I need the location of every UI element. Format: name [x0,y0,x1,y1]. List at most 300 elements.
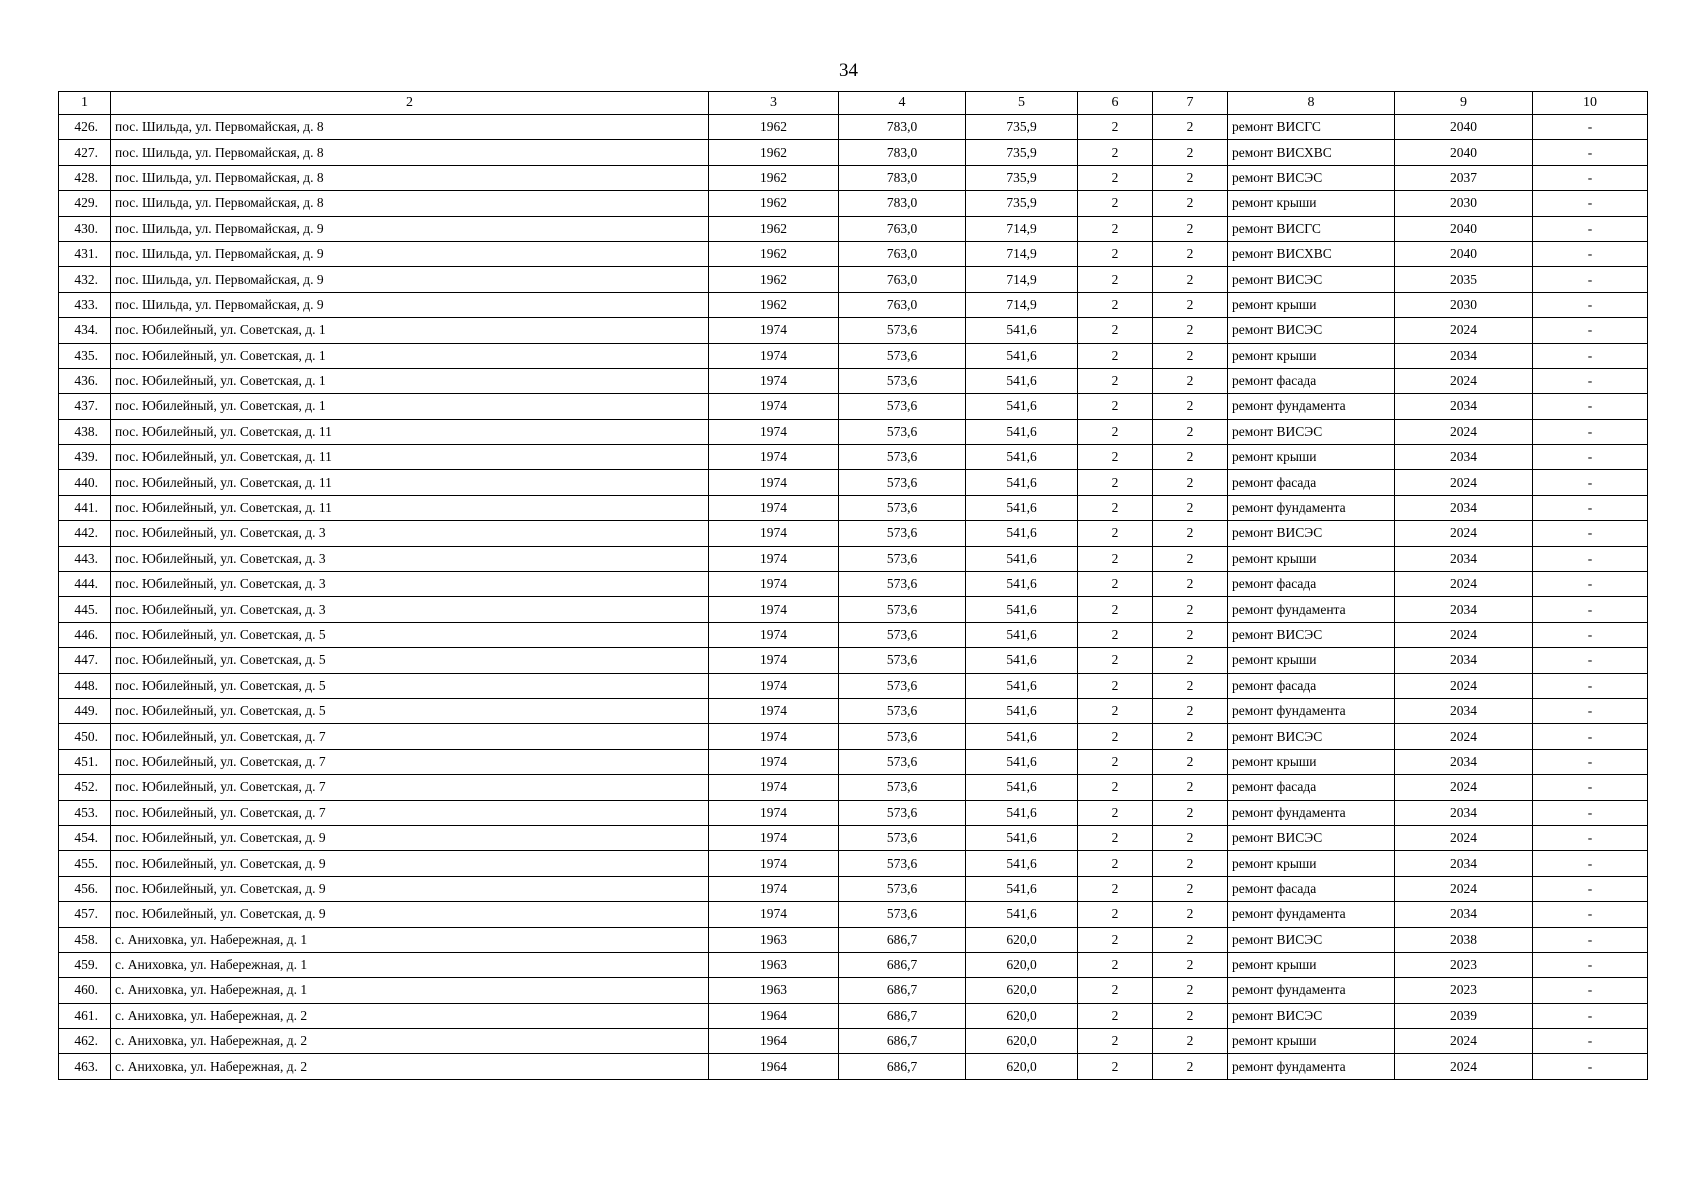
table-cell-col-3: 1962 [709,216,839,241]
table-cell-col-3: 1963 [709,978,839,1003]
table-row [59,648,1648,673]
table-cell-col-7: 2 [1153,1003,1228,1028]
table-cell-col-6: 2 [1078,622,1153,647]
table-cell-col-8: ремонт ВИСЭС [1228,927,1395,952]
table-row [59,1054,1648,1079]
table-row [59,216,1648,241]
table-cell-col-1: 441. [59,495,111,520]
table-cell-col-4: 573,6 [839,648,966,673]
table-cell-col-6: 2 [1078,140,1153,165]
table-cell-col-1: 461. [59,1003,111,1028]
table-cell-col-4: 573,6 [839,470,966,495]
table-cell-col-1: 462. [59,1029,111,1054]
table-cell-col-2: пос. Шильда, ул. Первомайская, д. 9 [111,241,709,266]
table-cell-col-9: 2023 [1395,978,1533,1003]
table-cell-col-2: пос. Шильда, ул. Первомайская, д. 9 [111,267,709,292]
table-cell-col-5: 541,6 [966,419,1078,444]
table-cell-col-9: 2037 [1395,165,1533,190]
table-cell-col-9: 2024 [1395,1029,1533,1054]
table-cell-col-2: с. Аниховка, ул. Набережная, д. 1 [111,978,709,1003]
table-cell-col-8: ремонт ВИСГС [1228,216,1395,241]
table-cell-col-4: 783,0 [839,115,966,140]
table-cell-col-7: 2 [1153,115,1228,140]
table-row [59,775,1648,800]
table-cell-col-4: 686,7 [839,927,966,952]
table-cell-col-10: - [1533,343,1648,368]
table-cell-col-5: 541,6 [966,775,1078,800]
table-cell-col-9: 2024 [1395,368,1533,393]
table-cell-col-4: 573,6 [839,572,966,597]
column-number-row [59,92,1648,115]
table-cell-col-2: пос. Юбилейный, ул. Советская, д. 3 [111,546,709,571]
table-cell-col-9: 2034 [1395,902,1533,927]
table-cell-col-7: 2 [1153,902,1228,927]
table-cell-col-1: 442. [59,521,111,546]
table-cell-col-5: 541,6 [966,749,1078,774]
table-cell-col-2: пос. Шильда, ул. Первомайская, д. 8 [111,115,709,140]
table-cell-col-4: 573,6 [839,749,966,774]
table-cell-col-2: пос. Шильда, ул. Первомайская, д. 8 [111,165,709,190]
table-cell-col-2: с. Аниховка, ул. Набережная, д. 2 [111,1003,709,1028]
table-cell-col-7: 2 [1153,775,1228,800]
table-row [59,902,1648,927]
table-cell-col-2: пос. Юбилейный, ул. Советская, д. 9 [111,902,709,927]
table-row [59,368,1648,393]
table-cell-col-7: 2 [1153,1029,1228,1054]
table-cell-col-10: - [1533,698,1648,723]
table-cell-col-2: пос. Юбилейный, ул. Советская, д. 5 [111,622,709,647]
table-cell-col-4: 573,6 [839,495,966,520]
table-row [59,876,1648,901]
table-cell-col-7: 2 [1153,292,1228,317]
table-cell-col-3: 1974 [709,343,839,368]
table-cell-col-6: 2 [1078,318,1153,343]
table-row [59,978,1648,1003]
table-cell-col-1: 432. [59,267,111,292]
table-cell-col-2: пос. Юбилейный, ул. Советская, д. 5 [111,673,709,698]
table-cell-col-3: 1974 [709,902,839,927]
table-cell-col-9: 2035 [1395,267,1533,292]
table-cell-col-7: 2 [1153,927,1228,952]
table-cell-col-1: 428. [59,165,111,190]
table-cell-col-5: 541,6 [966,825,1078,850]
table-cell-col-8: ремонт фасада [1228,470,1395,495]
table-cell-col-10: - [1533,419,1648,444]
table-cell-col-10: - [1533,470,1648,495]
table-cell-col-10: - [1533,902,1648,927]
table-cell-col-6: 2 [1078,927,1153,952]
table-cell-col-4: 573,6 [839,851,966,876]
table-row [59,1029,1648,1054]
table-cell-col-10: - [1533,572,1648,597]
table-cell-col-5: 620,0 [966,927,1078,952]
table-cell-col-3: 1974 [709,394,839,419]
table-cell-col-1: 444. [59,572,111,597]
table-cell-col-9: 2034 [1395,749,1533,774]
table-cell-col-8: ремонт фундамента [1228,800,1395,825]
table-cell-col-1: 446. [59,622,111,647]
table-cell-col-9: 2024 [1395,470,1533,495]
table-cell-col-10: - [1533,1029,1648,1054]
table-cell-col-3: 1974 [709,800,839,825]
table-cell-col-1: 456. [59,876,111,901]
table-cell-col-2: пос. Юбилейный, ул. Советская, д. 1 [111,368,709,393]
table-row [59,724,1648,749]
table-cell-col-8: ремонт крыши [1228,952,1395,977]
table-cell-col-5: 714,9 [966,216,1078,241]
table-cell-col-2: пос. Юбилейный, ул. Советская, д. 3 [111,597,709,622]
table-cell-col-8: ремонт ВИСЭС [1228,521,1395,546]
table-cell-col-6: 2 [1078,978,1153,1003]
table-cell-col-6: 2 [1078,191,1153,216]
register-table [58,91,1648,1080]
table-cell-col-7: 2 [1153,343,1228,368]
table-row [59,1003,1648,1028]
table-row [59,622,1648,647]
table-cell-col-8: ремонт фундамента [1228,597,1395,622]
table-cell-col-10: - [1533,267,1648,292]
table-cell-col-7: 2 [1153,470,1228,495]
table-cell-col-9: 2023 [1395,952,1533,977]
table-cell-col-1: 452. [59,775,111,800]
table-cell-col-3: 1974 [709,368,839,393]
table-cell-col-8: ремонт ВИСХВС [1228,241,1395,266]
table-row [59,318,1648,343]
table-cell-col-1: 440. [59,470,111,495]
table-cell-col-8: ремонт фундамента [1228,495,1395,520]
table-cell-col-2: пос. Юбилейный, ул. Советская, д. 11 [111,495,709,520]
table-cell-col-4: 686,7 [839,952,966,977]
table-cell-col-7: 2 [1153,825,1228,850]
table-cell-col-4: 686,7 [839,1003,966,1028]
column-header-2: 2 [111,92,709,115]
table-cell-col-10: - [1533,622,1648,647]
table-cell-col-5: 541,6 [966,597,1078,622]
table-cell-col-2: с. Аниховка, ул. Набережная, д. 1 [111,952,709,977]
table-cell-col-10: - [1533,165,1648,190]
table-cell-col-5: 620,0 [966,1029,1078,1054]
table-cell-col-1: 427. [59,140,111,165]
table-cell-col-6: 2 [1078,1003,1153,1028]
table-row [59,495,1648,520]
table-cell-col-7: 2 [1153,546,1228,571]
table-cell-col-5: 620,0 [966,978,1078,1003]
table-cell-col-3: 1974 [709,825,839,850]
table-cell-col-4: 763,0 [839,292,966,317]
table-cell-col-1: 436. [59,368,111,393]
table-cell-col-2: пос. Юбилейный, ул. Советская, д. 9 [111,851,709,876]
table-cell-col-10: - [1533,521,1648,546]
table-cell-col-1: 457. [59,902,111,927]
table-cell-col-3: 1974 [709,698,839,723]
table-cell-col-7: 2 [1153,952,1228,977]
table-cell-col-4: 686,7 [839,1029,966,1054]
table-cell-col-9: 2038 [1395,927,1533,952]
table-cell-col-9: 2040 [1395,216,1533,241]
table-cell-col-9: 2024 [1395,1054,1533,1079]
table-cell-col-8: ремонт ВИСЭС [1228,318,1395,343]
table-cell-col-3: 1974 [709,521,839,546]
table-cell-col-7: 2 [1153,749,1228,774]
table-cell-col-5: 541,6 [966,368,1078,393]
table-cell-col-3: 1962 [709,165,839,190]
table-cell-col-1: 454. [59,825,111,850]
table-cell-col-5: 541,6 [966,851,1078,876]
table-cell-col-2: пос. Юбилейный, ул. Советская, д. 3 [111,521,709,546]
table-cell-col-1: 448. [59,673,111,698]
table-cell-col-1: 449. [59,698,111,723]
table-cell-col-6: 2 [1078,698,1153,723]
table-cell-col-3: 1974 [709,597,839,622]
table-cell-col-10: - [1533,445,1648,470]
table-cell-col-1: 445. [59,597,111,622]
table-row [59,698,1648,723]
table-cell-col-3: 1974 [709,546,839,571]
table-cell-col-3: 1964 [709,1054,839,1079]
table-cell-col-9: 2024 [1395,419,1533,444]
table-cell-col-6: 2 [1078,546,1153,571]
table-cell-col-1: 460. [59,978,111,1003]
column-header-4: 4 [839,92,966,115]
table-cell-col-10: - [1533,241,1648,266]
table-cell-col-8: ремонт крыши [1228,851,1395,876]
table-cell-col-5: 541,6 [966,394,1078,419]
table-cell-col-2: пос. Шильда, ул. Первомайская, д. 8 [111,140,709,165]
table-cell-col-5: 541,6 [966,648,1078,673]
table-cell-col-8: ремонт ВИСЭС [1228,165,1395,190]
table-cell-col-9: 2034 [1395,394,1533,419]
table-cell-col-6: 2 [1078,368,1153,393]
table-row [59,546,1648,571]
table-cell-col-5: 714,9 [966,292,1078,317]
table-cell-col-10: - [1533,978,1648,1003]
table-cell-col-7: 2 [1153,698,1228,723]
table-cell-col-7: 2 [1153,800,1228,825]
table-cell-col-5: 735,9 [966,140,1078,165]
table-cell-col-7: 2 [1153,648,1228,673]
table-row [59,140,1648,165]
table-cell-col-7: 2 [1153,572,1228,597]
table-cell-col-10: - [1533,825,1648,850]
table-cell-col-7: 2 [1153,978,1228,1003]
table-cell-col-5: 735,9 [966,191,1078,216]
table-cell-col-5: 541,6 [966,521,1078,546]
table-cell-col-9: 2039 [1395,1003,1533,1028]
table-cell-col-6: 2 [1078,572,1153,597]
column-header-8: 8 [1228,92,1395,115]
table-cell-col-1: 438. [59,419,111,444]
table-cell-col-2: пос. Шильда, ул. Первомайская, д. 8 [111,191,709,216]
table-cell-col-5: 541,6 [966,622,1078,647]
table-row [59,343,1648,368]
table-cell-col-3: 1963 [709,927,839,952]
table-cell-col-5: 541,6 [966,470,1078,495]
table-cell-col-3: 1962 [709,191,839,216]
table-cell-col-7: 2 [1153,1054,1228,1079]
table-cell-col-2: пос. Юбилейный, ул. Советская, д. 7 [111,749,709,774]
table-cell-col-3: 1974 [709,851,839,876]
table-cell-col-10: - [1533,216,1648,241]
table-cell-col-6: 2 [1078,952,1153,977]
table-cell-col-2: с. Аниховка, ул. Набережная, д. 1 [111,927,709,952]
table-cell-col-6: 2 [1078,216,1153,241]
table-cell-col-6: 2 [1078,241,1153,266]
table-cell-col-9: 2034 [1395,851,1533,876]
table-cell-col-3: 1963 [709,952,839,977]
table-cell-col-8: ремонт ВИСХВС [1228,140,1395,165]
table-cell-col-8: ремонт ВИСЭС [1228,267,1395,292]
table-cell-col-5: 714,9 [966,241,1078,266]
table-cell-col-6: 2 [1078,775,1153,800]
table-cell-col-4: 573,6 [839,902,966,927]
table-row [59,394,1648,419]
table-cell-col-2: пос. Юбилейный, ул. Советская, д. 11 [111,470,709,495]
table-cell-col-10: - [1533,724,1648,749]
table-row [59,851,1648,876]
table-cell-col-7: 2 [1153,419,1228,444]
table-cell-col-1: 451. [59,749,111,774]
table-cell-col-1: 426. [59,115,111,140]
table-cell-col-3: 1974 [709,419,839,444]
table-cell-col-9: 2024 [1395,622,1533,647]
table-row [59,521,1648,546]
table-cell-col-8: ремонт фасада [1228,673,1395,698]
table-cell-col-4: 573,6 [839,876,966,901]
table-cell-col-6: 2 [1078,267,1153,292]
table-cell-col-2: пос. Юбилейный, ул. Советская, д. 9 [111,825,709,850]
table-cell-col-8: ремонт фундамента [1228,698,1395,723]
table-cell-col-2: пос. Юбилейный, ул. Советская, д. 1 [111,343,709,368]
table-cell-col-9: 2034 [1395,648,1533,673]
table-cell-col-4: 573,6 [839,800,966,825]
table-cell-col-2: пос. Юбилейный, ул. Советская, д. 1 [111,318,709,343]
table-cell-col-7: 2 [1153,165,1228,190]
table-cell-col-3: 1964 [709,1029,839,1054]
table-cell-col-5: 541,6 [966,902,1078,927]
table-cell-col-9: 2030 [1395,292,1533,317]
table-cell-col-5: 541,6 [966,546,1078,571]
table-cell-col-1: 430. [59,216,111,241]
column-header-7: 7 [1153,92,1228,115]
table-cell-col-6: 2 [1078,825,1153,850]
table-cell-col-7: 2 [1153,394,1228,419]
table-cell-col-6: 2 [1078,445,1153,470]
table-cell-col-4: 763,0 [839,267,966,292]
table-cell-col-6: 2 [1078,648,1153,673]
table-cell-col-6: 2 [1078,419,1153,444]
table-cell-col-5: 714,9 [966,267,1078,292]
table-cell-col-8: ремонт крыши [1228,445,1395,470]
table-cell-col-3: 1974 [709,318,839,343]
table-cell-col-1: 453. [59,800,111,825]
table-cell-col-8: ремонт крыши [1228,648,1395,673]
table-cell-col-9: 2034 [1395,597,1533,622]
table-cell-col-5: 735,9 [966,115,1078,140]
table-cell-col-1: 447. [59,648,111,673]
column-header-3: 3 [709,92,839,115]
table-cell-col-8: ремонт фундамента [1228,394,1395,419]
table-cell-col-8: ремонт ВИСЭС [1228,1003,1395,1028]
table-cell-col-9: 2034 [1395,445,1533,470]
table-cell-col-10: - [1533,318,1648,343]
table-cell-col-5: 541,6 [966,445,1078,470]
table-row [59,267,1648,292]
table-cell-col-9: 2024 [1395,521,1533,546]
table-cell-col-4: 763,0 [839,241,966,266]
table-cell-col-9: 2040 [1395,115,1533,140]
table-cell-col-10: - [1533,292,1648,317]
table-cell-col-3: 1962 [709,292,839,317]
table-row [59,191,1648,216]
table-cell-col-2: пос. Шильда, ул. Первомайская, д. 9 [111,292,709,317]
table-cell-col-4: 573,6 [839,698,966,723]
table-cell-col-6: 2 [1078,470,1153,495]
table-cell-col-10: - [1533,495,1648,520]
table-cell-col-3: 1974 [709,470,839,495]
table-cell-col-3: 1974 [709,572,839,597]
table-cell-col-3: 1962 [709,140,839,165]
table-cell-col-8: ремонт крыши [1228,546,1395,571]
table-cell-col-6: 2 [1078,343,1153,368]
table-cell-col-8: ремонт крыши [1228,1029,1395,1054]
table-cell-col-8: ремонт фундамента [1228,902,1395,927]
table-cell-col-2: с. Аниховка, ул. Набережная, д. 2 [111,1054,709,1079]
table-cell-col-10: - [1533,927,1648,952]
table-row [59,115,1648,140]
table-cell-col-1: 433. [59,292,111,317]
table-cell-col-1: 437. [59,394,111,419]
table-cell-col-6: 2 [1078,902,1153,927]
table-cell-col-9: 2024 [1395,724,1533,749]
table-cell-col-10: - [1533,368,1648,393]
table-cell-col-6: 2 [1078,800,1153,825]
table-cell-col-5: 541,6 [966,876,1078,901]
table-cell-col-7: 2 [1153,724,1228,749]
table-cell-col-1: 443. [59,546,111,571]
table-cell-col-2: пос. Юбилейный, ул. Советская, д. 7 [111,775,709,800]
table-cell-col-5: 541,6 [966,673,1078,698]
table-cell-col-8: ремонт ВИСЭС [1228,825,1395,850]
table-cell-col-7: 2 [1153,495,1228,520]
table-row [59,165,1648,190]
table-row [59,673,1648,698]
table-cell-col-10: - [1533,749,1648,774]
table-cell-col-4: 573,6 [839,775,966,800]
table-cell-col-4: 783,0 [839,191,966,216]
table-cell-col-4: 763,0 [839,216,966,241]
table-cell-col-5: 620,0 [966,952,1078,977]
table-cell-col-3: 1964 [709,1003,839,1028]
table-cell-col-4: 783,0 [839,140,966,165]
table-cell-col-3: 1974 [709,724,839,749]
table-cell-col-10: - [1533,851,1648,876]
table-cell-col-9: 2024 [1395,572,1533,597]
table-cell-col-6: 2 [1078,724,1153,749]
table-cell-col-8: ремонт фасада [1228,572,1395,597]
table-cell-col-3: 1962 [709,115,839,140]
table-cell-col-6: 2 [1078,597,1153,622]
table-cell-col-4: 573,6 [839,673,966,698]
table-cell-col-6: 2 [1078,673,1153,698]
table-cell-col-10: - [1533,394,1648,419]
column-header-5: 5 [966,92,1078,115]
table-cell-col-7: 2 [1153,216,1228,241]
table-cell-col-8: ремонт фасада [1228,368,1395,393]
table-cell-col-4: 686,7 [839,1054,966,1079]
table-cell-col-10: - [1533,648,1648,673]
table-cell-col-4: 573,6 [839,445,966,470]
table-cell-col-8: ремонт ВИСЭС [1228,622,1395,647]
